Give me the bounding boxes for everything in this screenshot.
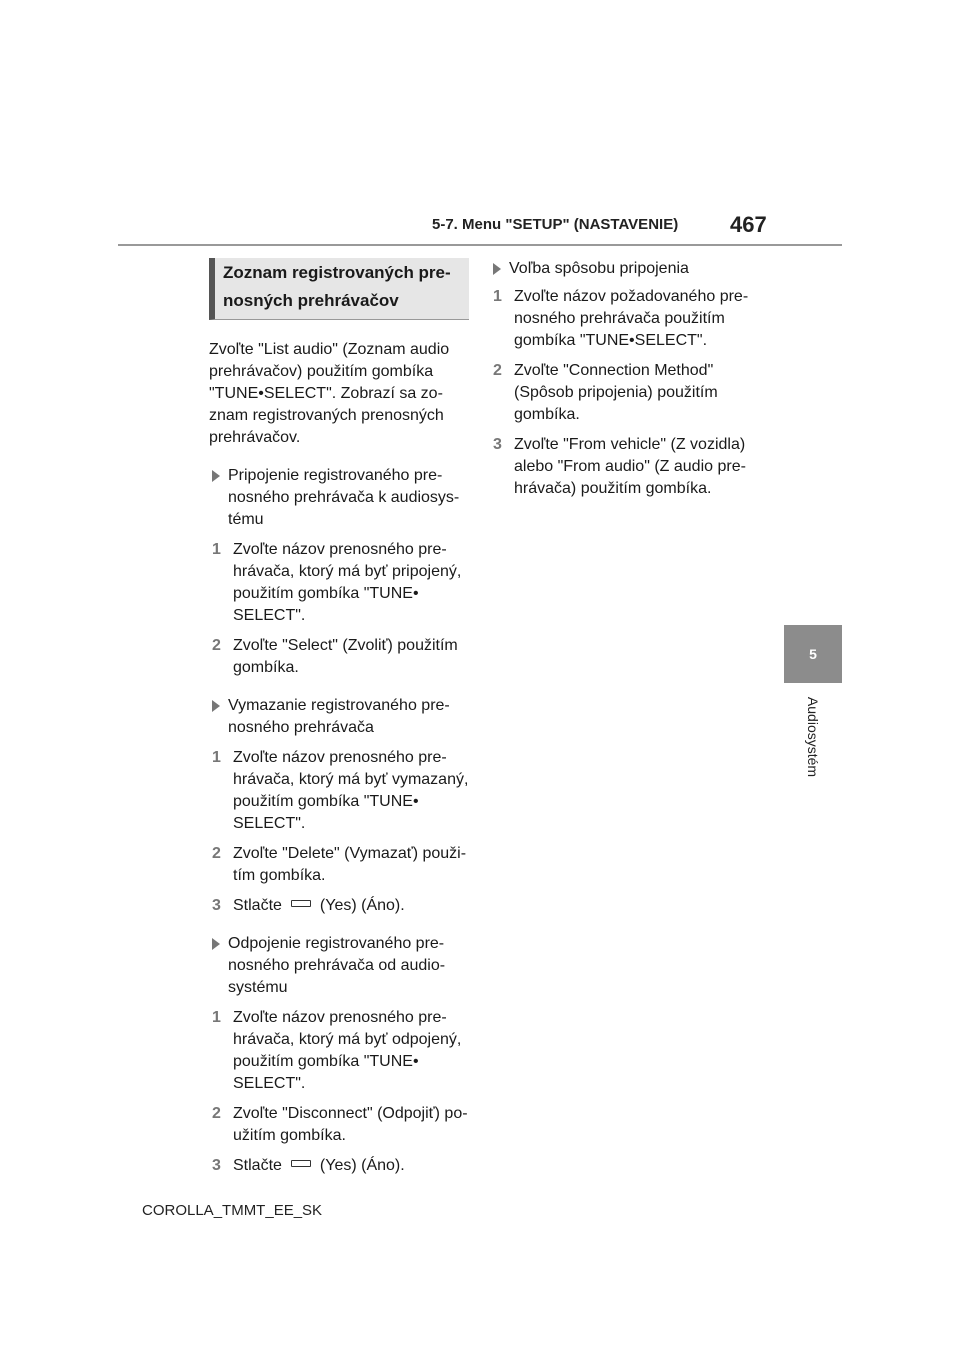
step: 1 Zvoľte názov požadovaného pre- nosného prehrávača použitím gombíka "TUNE•SELECT". xyxy=(493,288,749,349)
triangle-bullet-icon xyxy=(212,470,220,482)
soft-button-icon xyxy=(291,1160,311,1167)
chapter-number: 5 xyxy=(809,646,817,662)
soft-button-icon xyxy=(291,900,311,907)
chapter-tab[interactable] xyxy=(784,625,842,683)
step: 2 Zvoľte "Disconnect" (Odpojiť) po- užitím gombíka. xyxy=(212,1105,468,1144)
step: 3 Zvoľte "From vehicle" (Z vozidla) alebo "From audio" (Z audio pre- hrávača) použitím gombíka. xyxy=(493,436,746,497)
step: 2 Zvoľte "Select" (Zvoliť) použitím gombíka. xyxy=(212,637,458,676)
footer-code: COROLLA_TMMT_EE_SK xyxy=(142,1202,323,1219)
triangle-bullet-icon xyxy=(212,938,220,950)
step-number: 2 xyxy=(212,637,221,654)
triangle-bullet-icon xyxy=(212,700,220,712)
step-number: 3 xyxy=(212,1157,221,1174)
step: 2 Zvoľte "Connection Method" (Spôsob pripojenia) použitím gombíka. xyxy=(493,362,718,423)
section-heading xyxy=(209,258,469,320)
subsection-disconnect: Odpojenie registrovaného pre- nosného prehrávača od audio- systému xyxy=(209,933,469,999)
step-number: 1 xyxy=(212,1009,221,1026)
subsection-method: Voľba spôsobu pripojenia xyxy=(490,258,750,280)
step-number: 1 xyxy=(212,749,221,766)
page-number: 467 xyxy=(730,212,767,237)
step: 3 Stlačte (Yes) (Áno). xyxy=(209,895,469,917)
running-header-section: 5-7. Menu "SETUP" (NASTAVENIE) xyxy=(432,216,679,233)
step-number: 3 xyxy=(493,436,502,453)
step-number: 1 xyxy=(212,541,221,558)
step-number: 2 xyxy=(212,845,221,862)
subsection-delete: Vymazanie registrovaného pre- nosného prehrávača xyxy=(209,695,469,739)
triangle-bullet-icon xyxy=(493,263,501,275)
header-rule xyxy=(118,244,842,246)
step: 1 Zvoľte názov prenosného pre- hrávača, ktorý má byť odpojený, použitím gombíka "TUNE• SELECT". xyxy=(212,1009,462,1092)
step: 1 Zvoľte názov prenosného pre- hrávača, ktorý má byť vymazaný, použitím gombíka "TUNE• SELECT". xyxy=(212,749,469,832)
step: 3 Stlačte (Yes) (Áno). xyxy=(209,1155,469,1177)
left-column xyxy=(209,258,469,1185)
intro-paragraph: Zvoľte "List audio" (Zoznam audio prehrávačov) použitím gombíka "TUNE•SELECT". Zobrazí sa zo- znam registrovaných prenosných prehrávačov. xyxy=(209,341,450,446)
chapter-label: Audiosystém xyxy=(805,696,821,778)
subsection-connect: Pripojenie registrovaného pre- nosného prehrávača k audiosys- tému xyxy=(209,465,469,531)
section-heading-text: Zoznam registrovaných pre- nosných prehrávačov xyxy=(223,263,451,310)
right-column xyxy=(490,258,750,508)
step-number: 2 xyxy=(493,362,502,379)
step-number: 1 xyxy=(493,288,502,305)
step-number: 2 xyxy=(212,1105,221,1122)
step: 1 Zvoľte názov prenosného pre- hrávača, ktorý má byť pripojený, použitím gombíka "TUNE• SELECT". xyxy=(212,541,462,624)
step-number: 3 xyxy=(212,897,221,914)
step: 2 Zvoľte "Delete" (Vymazať) použi- tím gombíka. xyxy=(212,845,467,884)
